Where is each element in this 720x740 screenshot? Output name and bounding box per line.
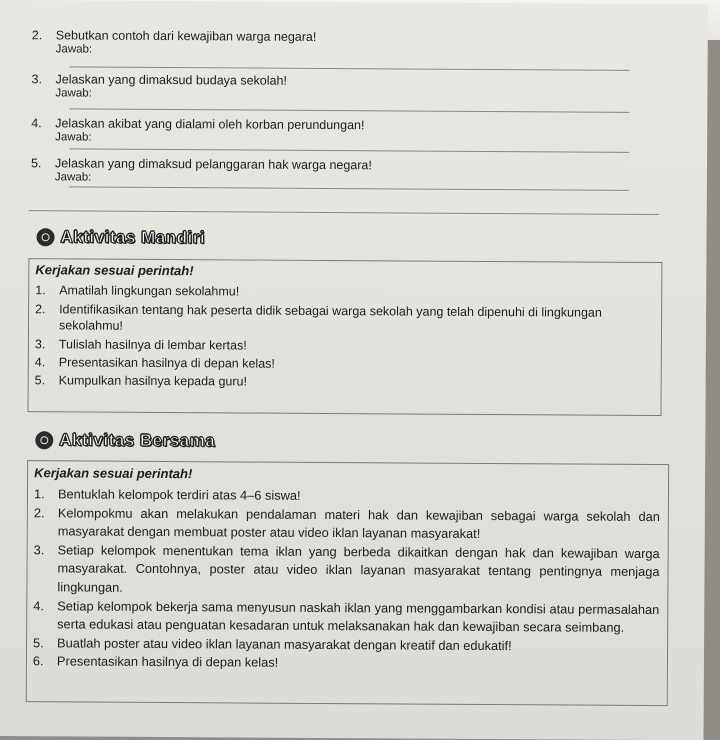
question-text: Jelaskan yang dimaksud budaya sekolah! — [55, 72, 287, 88]
aktivitas-mandiri-header — [36, 227, 205, 248]
list-item: 2. Kelompokmu akan melakukan pendalaman materi hak dan kewajiban sebagai warga sekolah dan masyarakat dengan membuat poster atau video iklan layanan masyarakat! — [33, 504, 660, 542]
instruction-heading: Kerjakan sesuai perintah! — [35, 262, 194, 279]
aktivitas-bersama-box — [26, 460, 669, 706]
list-item: 3. Tulislah hasilnya di lembar kertas! — [34, 337, 247, 353]
answer-line — [69, 186, 629, 190]
list-item: 6. Presentasikan hasilnya di depan kelas! — [32, 653, 279, 671]
aktivitas-mandiri-box — [27, 258, 662, 416]
section-title: Aktivitas Bersama — [59, 430, 216, 451]
answer-label: Jawab: — [55, 131, 92, 144]
question-text: Jelaskan yang dimaksud pelanggaran hak warga negara! — [54, 156, 372, 173]
answer-line — [69, 108, 629, 112]
aktivitas-bersama-header — [35, 430, 215, 451]
bersama-list — [33, 485, 660, 675]
list-item: 5. Buatlah poster atau video iklan layanan masyarakat dengan kreatif dan edukatif! — [33, 634, 512, 653]
list-item: 4. Presentasikan hasilnya di depan kelas! — [34, 355, 275, 371]
question-number: 4. — [31, 116, 42, 131]
section-divider — [29, 210, 659, 215]
question-text: Jelaskan akibat yang dialami oleh korban perundungan! — [55, 116, 365, 133]
list-item: 3. Setiap kelompok menentukan tema iklan yang berbeda dikaitkan dengan hak dan kewajiban warga masyarakat. Contohnya, poster atau video iklan layanan masyarakat tentang pentingnya menjaga lingkungan. — [33, 541, 660, 595]
answer-label: Jawab: — [55, 43, 93, 56]
answer-line — [69, 148, 629, 152]
instruction-heading: Kerjakan sesuai perintah! — [34, 465, 193, 482]
question-number: 2. — [31, 28, 43, 43]
list-item: 2. Identifikasikan tentang hak peserta didik sebagai warga sekolah yang telah dipenuhi di lingkungan sekolahmu! — [35, 302, 602, 333]
list-item: 1. Amatilah lingkungan sekolahmu! — [35, 283, 240, 299]
list-item: 1. Bentuklah kelompok terdiri atas 4–6 siswa! — [33, 486, 301, 503]
answer-line — [70, 66, 630, 70]
list-item: 5. Kumpulkan hasilnya kepada guru! — [34, 373, 248, 389]
question-number: 3. — [31, 72, 42, 87]
people-icon — [35, 431, 53, 449]
question-number: 5. — [30, 156, 42, 171]
answer-label: Jawab: — [54, 171, 92, 184]
list-item: 4. Setiap kelompok bekerja sama menyusun naskah iklan yang menggambarkan kondisi atau permasalahan serta edukasi atau penguatan kesadaran untuk melaksanakan hak dan kewajiban secara seimbang. — [33, 597, 660, 635]
section-title: Aktivitas Mandiri — [60, 227, 206, 248]
target-icon — [36, 228, 54, 246]
mandiri-list — [35, 283, 652, 395]
answer-label: Jawab: — [55, 87, 92, 100]
question-text: Sebutkan contoh dari kewajiban warga negara! — [55, 28, 317, 44]
